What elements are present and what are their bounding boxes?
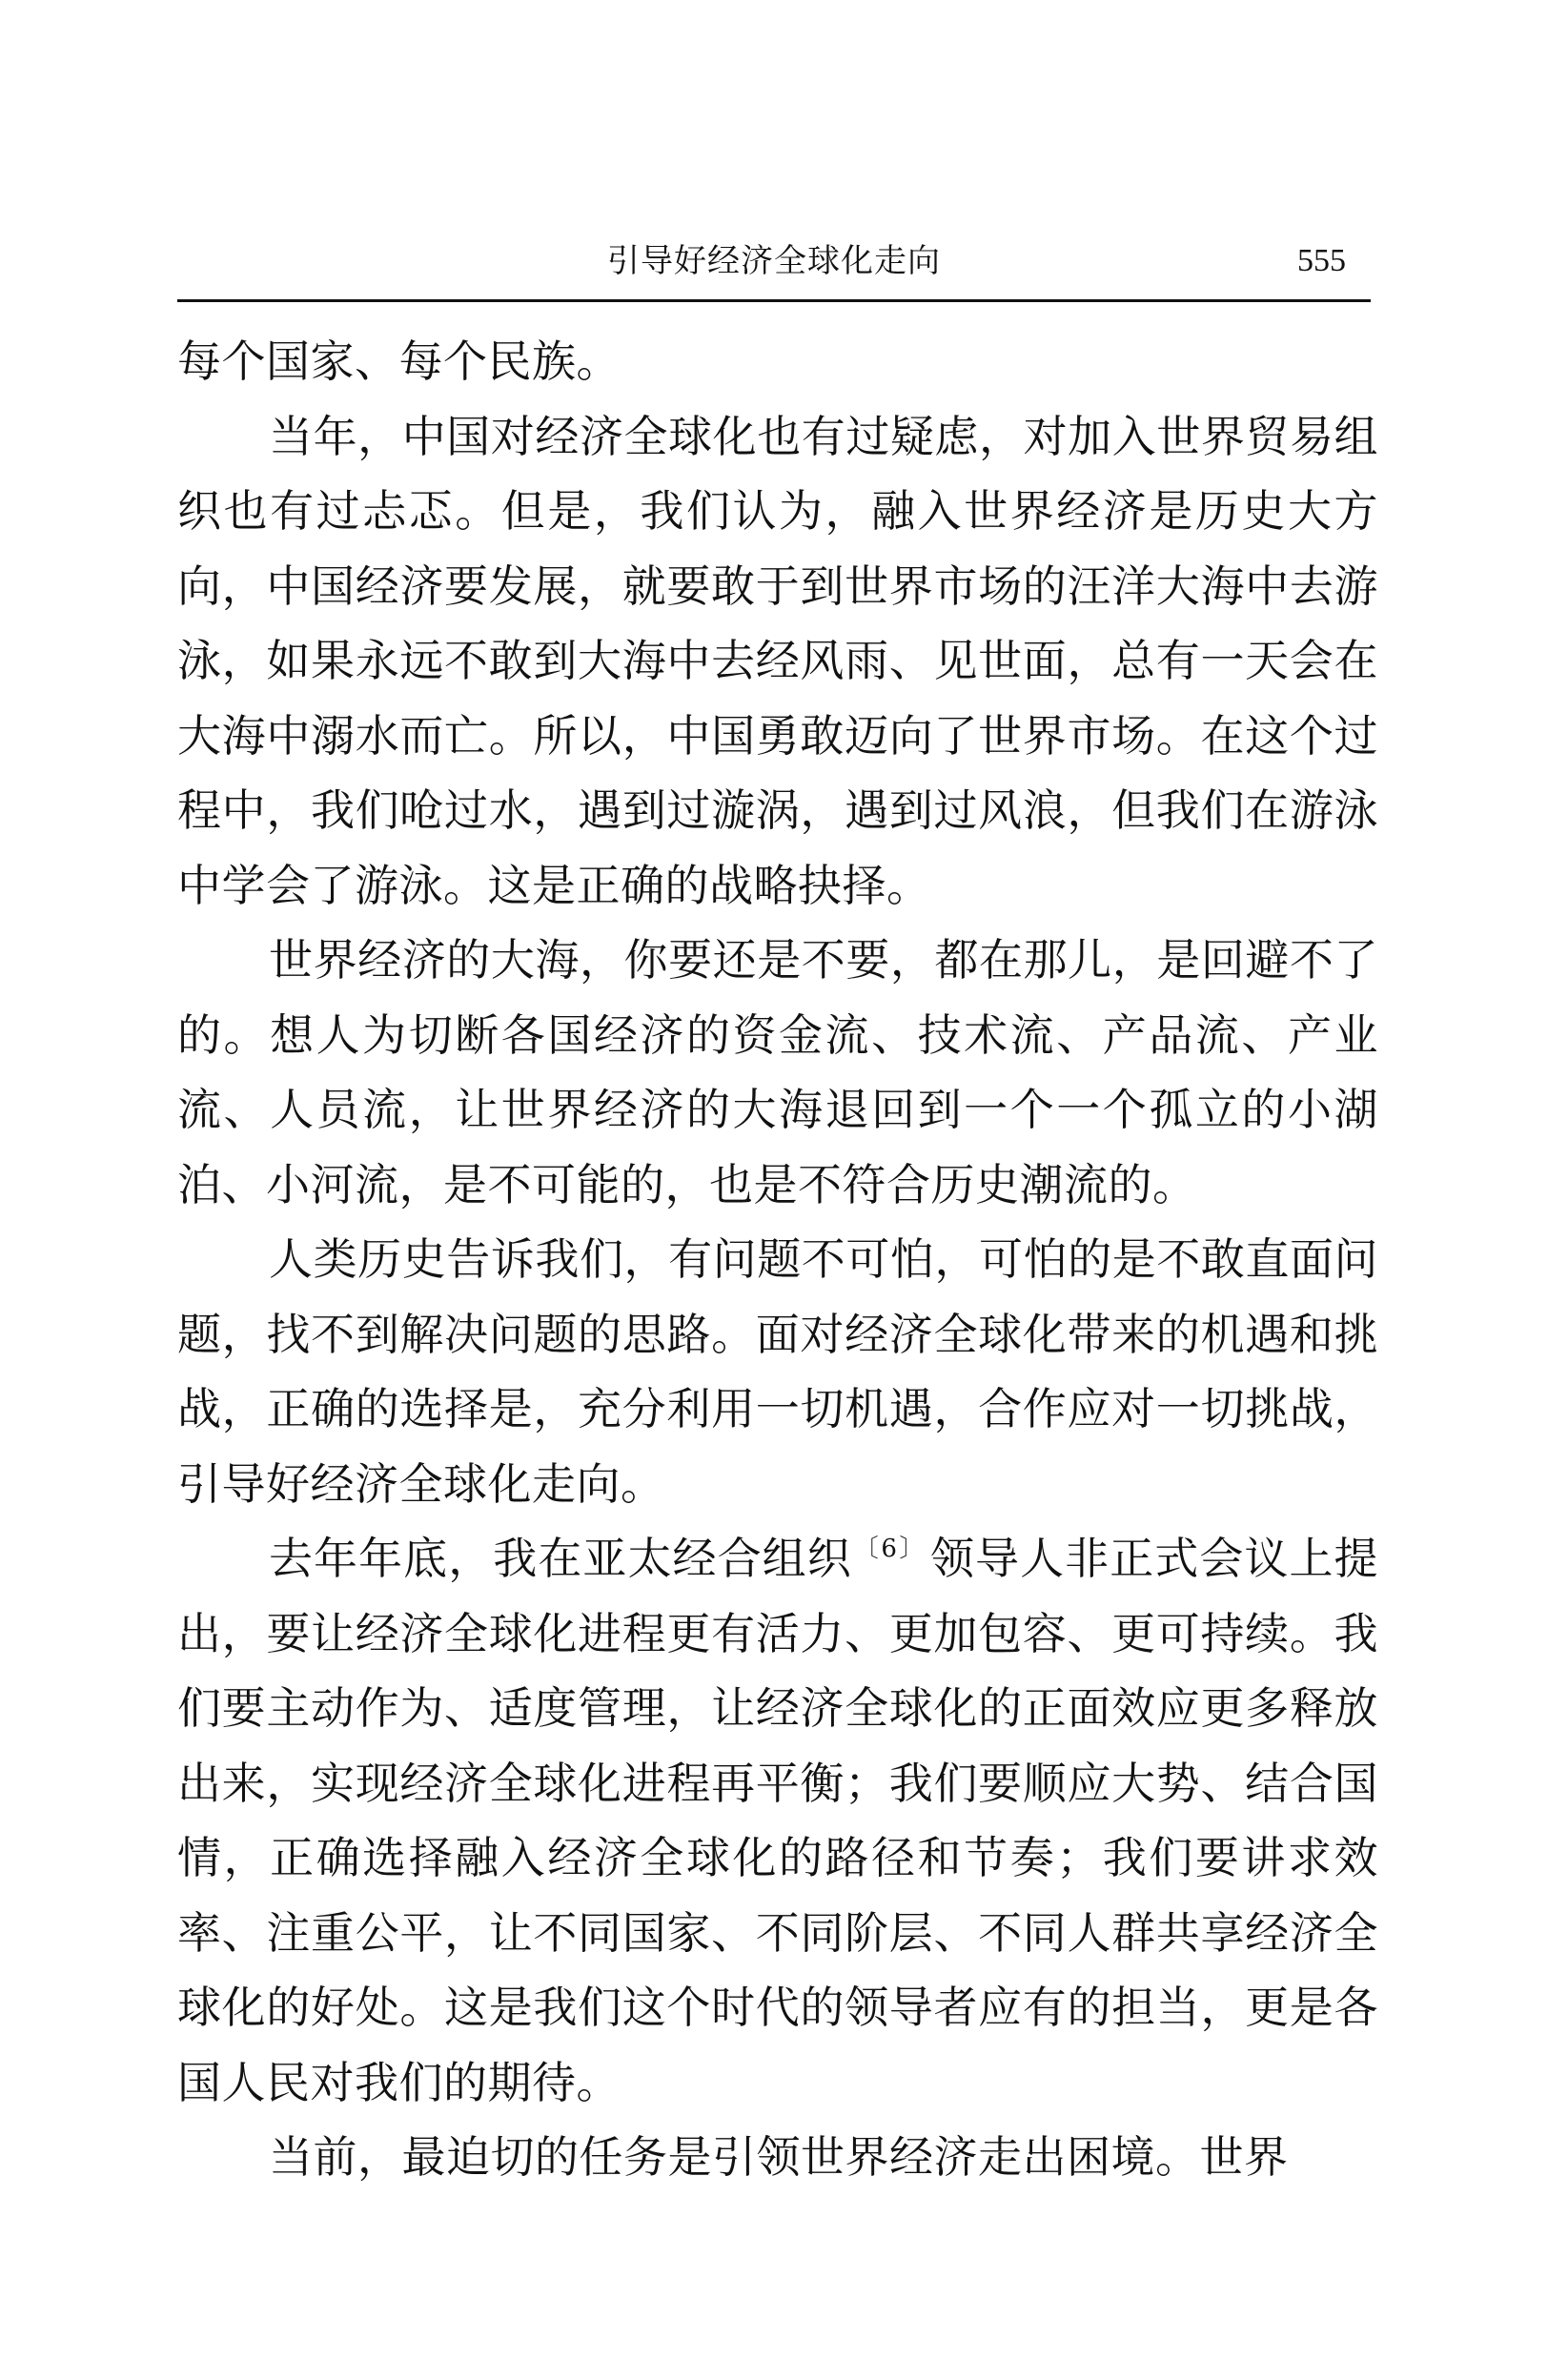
paragraph: 人类历史告诉我们，有问题不可怕，可怕的是不敢直面问题，找不到解决问题的思路。面对经济全球化带来的机遇和挑战，正确的选择是，充分利用一切机遇，合作应对一切挑战，引导好经济全球化走向。 xyxy=(177,1233,1378,1510)
running-header xyxy=(177,229,1371,295)
header-rule xyxy=(177,299,1371,302)
paragraph-text: 去年年底，我在亚太经合组织 xyxy=(269,1533,852,1584)
running-head-title: 引导好经济全球化走向 xyxy=(607,242,941,280)
paragraph xyxy=(177,1521,1378,2120)
page-number: 555 xyxy=(1297,243,1346,278)
paragraph-text: 领导人非正式会议上提出，要让经济全球化进程更有活力、更加包容、更可持续。我们要主动作为、适度管理，让经济全球化的正面效应更多释放出来，实现经济全球化进程再平衡；我们要顺应大势、结合国情，正确选择融入经济全球化的路径和节奏；我们要讲求效率、注重公平，让不同国家、不同阶层、不同人群共享经济全球化的好处。这是我们这个时代的领导者应有的担当，更是各国人民对我们的期待。 xyxy=(177,1533,1379,2108)
paragraph-continues: 当前，最迫切的任务是引领世界经济走出困境。世界 xyxy=(269,2131,1289,2183)
body-text xyxy=(177,324,1378,2195)
paragraph: 世界经济的大海，你要还是不要，都在那儿，是回避不了的。想人为切断各国经济的资金流、技术流、产品流、产业流、人员流，让世界经济的大海退回到一个一个孤立的小湖泊、小河流，是不可能的，也是不符合历史潮流的。 xyxy=(177,934,1378,1210)
paragraph: 当年，中国对经济全球化也有过疑虑，对加入世界贸易组织也有过忐忑。但是，我们认为，融入世界经济是历史大方向，中国经济要发展，就要敢于到世界市场的汪洋大海中去游泳，如果永远不敢到大海中去经风雨、见世面，总有一天会在大海中溺水而亡。所以，中国勇敢迈向了世界市场。在这个过程中，我们呛过水，遇到过漩涡，遇到过风浪，但我们在游泳中学会了游泳。这是正确的战略抉择。 xyxy=(177,410,1378,911)
paragraph-continued: 每个国家、每个民族。 xyxy=(177,336,621,387)
footnote-reference[interactable]: 〔6〕 xyxy=(853,1535,927,1563)
